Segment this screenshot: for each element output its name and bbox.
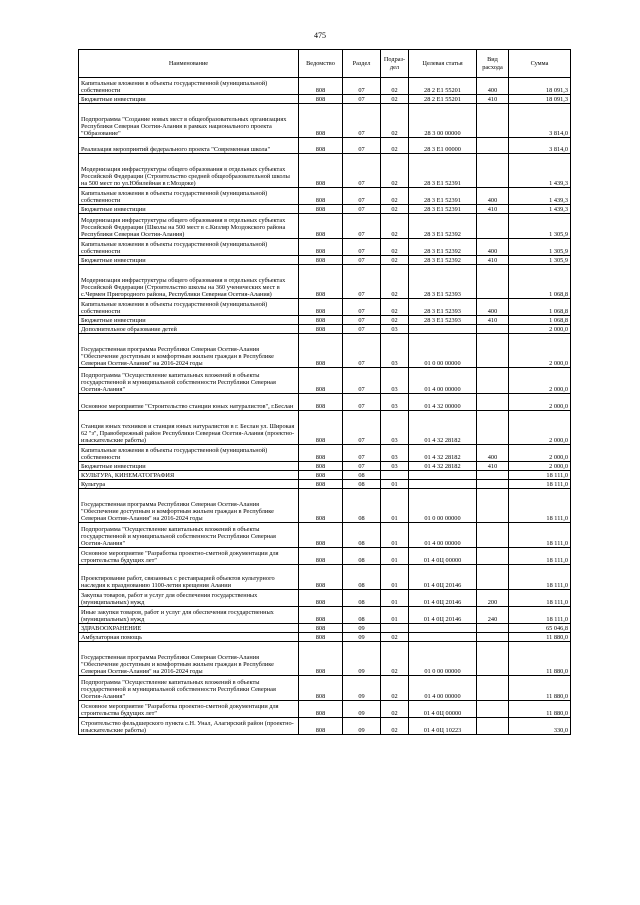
cell-amount: 18 111,0	[509, 523, 571, 548]
cell-target-article	[409, 633, 477, 642]
cell-expense-type	[477, 633, 509, 642]
cell-expense-type: 410	[477, 256, 509, 265]
cell-name: Бюджетные инвестиции	[79, 205, 299, 214]
cell-amount: 1 305,9	[509, 214, 571, 239]
cell-name: Подпрограмма "Осуществление капитальных вложений в объекты государственной и муниципальной собственности Республики Северная Осетия-Алания"	[79, 523, 299, 548]
cell-target-article: 01 4 0Ц 10223	[409, 718, 477, 735]
cell-target-article: 28 3 Е1 52393	[409, 265, 477, 299]
table-body	[79, 78, 571, 735]
cell-expense-type	[477, 624, 509, 633]
cell-subsection: 02	[381, 633, 409, 642]
table-row	[79, 265, 571, 299]
cell-target-article: 01 0 00 00000	[409, 334, 477, 368]
table-row	[79, 394, 571, 411]
cell-name: КУЛЬТУРА, КИНЕМАТОГРАФИЯ	[79, 471, 299, 480]
cell-name: Основное мероприятие "Строительство станции юных натуралистов", г.Беслан	[79, 394, 299, 411]
cell-expense-type	[477, 394, 509, 411]
cell-amount: 2 000,0	[509, 411, 571, 445]
cell-name: Подпрограмма "Создание новых мест в общеобразовательных организациях Республики Северная Осетия-Алания в рамках национального проекта "Образование"	[79, 104, 299, 138]
cell-amount: 18 111,0	[509, 607, 571, 624]
cell-name: Бюджетные инвестиции	[79, 316, 299, 325]
cell-department: 808	[299, 78, 343, 95]
cell-target-article: 01 4 32 28182	[409, 445, 477, 462]
cell-expense-type	[477, 265, 509, 299]
table-row	[79, 154, 571, 188]
cell-department: 808	[299, 701, 343, 718]
table-row	[79, 368, 571, 394]
cell-section: 07	[343, 239, 381, 256]
cell-expense-type: 410	[477, 316, 509, 325]
cell-expense-type	[477, 368, 509, 394]
cell-expense-type: 410	[477, 205, 509, 214]
cell-name: Реализация мероприятий федерального проекта "Современная школа"	[79, 138, 299, 154]
cell-expense-type	[477, 718, 509, 735]
cell-department: 808	[299, 138, 343, 154]
table-row	[79, 256, 571, 265]
cell-amount: 65 046,8	[509, 624, 571, 633]
cell-amount: 11 880,0	[509, 642, 571, 676]
cell-department: 808	[299, 489, 343, 523]
cell-section: 07	[343, 368, 381, 394]
cell-expense-type: 240	[477, 607, 509, 624]
cell-target-article: 28 3 Е1 52391	[409, 205, 477, 214]
cell-subsection: 01	[381, 590, 409, 607]
cell-target-article: 01 4 0Ц 00000	[409, 548, 477, 565]
cell-amount: 18 111,0	[509, 548, 571, 565]
cell-amount: 1 439,3	[509, 205, 571, 214]
cell-target-article: 28 2 Е1 55201	[409, 78, 477, 95]
table-row	[79, 95, 571, 104]
cell-department: 808	[299, 445, 343, 462]
cell-amount: 11 880,0	[509, 633, 571, 642]
cell-expense-type	[477, 548, 509, 565]
cell-section: 07	[343, 256, 381, 265]
cell-expense-type	[477, 104, 509, 138]
cell-section: 07	[343, 445, 381, 462]
cell-subsection	[381, 624, 409, 633]
cell-section: 09	[343, 676, 381, 701]
cell-amount: 18 111,0	[509, 480, 571, 489]
cell-target-article: 28 3 Е1 52392	[409, 256, 477, 265]
cell-department: 808	[299, 548, 343, 565]
cell-target-article: 01 0 00 00000	[409, 642, 477, 676]
cell-subsection: 02	[381, 256, 409, 265]
cell-subsection: 02	[381, 239, 409, 256]
cell-subsection: 02	[381, 138, 409, 154]
table-row	[79, 489, 571, 523]
cell-amount: 330,0	[509, 718, 571, 735]
cell-target-article: 01 4 32 28182	[409, 462, 477, 471]
cell-expense-type	[477, 480, 509, 489]
cell-expense-type: 400	[477, 299, 509, 316]
cell-amount: 2 000,0	[509, 462, 571, 471]
table-row	[79, 471, 571, 480]
cell-amount: 1 439,3	[509, 188, 571, 205]
cell-expense-type	[477, 489, 509, 523]
cell-amount: 11 880,0	[509, 701, 571, 718]
cell-department: 808	[299, 316, 343, 325]
cell-subsection: 01	[381, 548, 409, 565]
cell-section: 07	[343, 214, 381, 239]
cell-target-article: 28 3 Е1 52391	[409, 154, 477, 188]
cell-name: Подпрограмма "Осуществление капитальных вложений в объекты государственной и муниципальной собственности Республики Северная Осетия-Алания"	[79, 676, 299, 701]
cell-target-article: 28 3 Е1 00000	[409, 138, 477, 154]
cell-target-article	[409, 325, 477, 334]
table-row	[79, 239, 571, 256]
cell-subsection: 03	[381, 325, 409, 334]
table-row	[79, 445, 571, 462]
table-row	[79, 607, 571, 624]
cell-department: 808	[299, 188, 343, 205]
cell-section: 07	[343, 325, 381, 334]
cell-section: 07	[343, 462, 381, 471]
cell-expense-type	[477, 154, 509, 188]
cell-target-article: 28 3 Е1 52392	[409, 239, 477, 256]
table-row	[79, 411, 571, 445]
cell-department: 808	[299, 256, 343, 265]
cell-department: 808	[299, 239, 343, 256]
cell-target-article: 28 3 00 00000	[409, 104, 477, 138]
cell-name: ЗДРАВООХРАНЕНИЕ	[79, 624, 299, 633]
header-department: Ведомство	[299, 50, 343, 78]
cell-name: Амбулаторная помощь	[79, 633, 299, 642]
cell-target-article: 01 4 00 00000	[409, 523, 477, 548]
table-row	[79, 624, 571, 633]
table-row	[79, 325, 571, 334]
cell-name: Подпрограмма "Осуществление капитальных вложений в объекты государственной и муниципальной собственности Республики Северная Осетия-Алания"	[79, 368, 299, 394]
cell-expense-type	[477, 334, 509, 368]
cell-subsection: 02	[381, 104, 409, 138]
cell-name: Бюджетные инвестиции	[79, 462, 299, 471]
table-row	[79, 214, 571, 239]
cell-section: 07	[343, 265, 381, 299]
cell-subsection: 01	[381, 480, 409, 489]
cell-expense-type	[477, 642, 509, 676]
cell-department: 808	[299, 154, 343, 188]
cell-department: 808	[299, 624, 343, 633]
table-row	[79, 701, 571, 718]
cell-expense-type	[477, 138, 509, 154]
cell-subsection: 02	[381, 316, 409, 325]
cell-name: Проектирование работ, связанных с реставрацией объектов культурного наследия к празднованию 1100-летия крещения Алании	[79, 565, 299, 590]
cell-target-article: 01 4 0Ц 20146	[409, 565, 477, 590]
cell-name: Модернизация инфраструктуры общего образования в отдельных субъектах Российской Федерации (Строительство школы на 360 ученических мест в с.Чермен Пригородного района, Республики Северная Осетия-Алания)	[79, 265, 299, 299]
table-row	[79, 299, 571, 316]
cell-section: 08	[343, 471, 381, 480]
cell-target-article: 01 4 0Ц 20146	[409, 590, 477, 607]
cell-name: Модернизация инфраструктуры общего образования в отдельных субъектах Российской Федерации (Школы на 500 мест в с.Кизляр Моздокского района Республики Северная Осетия-Алания)	[79, 214, 299, 239]
cell-department: 808	[299, 607, 343, 624]
cell-subsection: 02	[381, 205, 409, 214]
cell-section: 08	[343, 590, 381, 607]
cell-amount: 3 814,0	[509, 104, 571, 138]
table-row	[79, 523, 571, 548]
cell-amount: 18 111,0	[509, 590, 571, 607]
cell-subsection: 02	[381, 78, 409, 95]
cell-section: 07	[343, 154, 381, 188]
cell-name: Станция юных техников и станция юных натуралистов в г. Беслан ул. Широкая 62 "з", Правобережный район Республики Северная Осетия-Алания (проектно-изыскательские работы)	[79, 411, 299, 445]
cell-expense-type	[477, 411, 509, 445]
cell-target-article: 28 3 Е1 52393	[409, 316, 477, 325]
cell-amount: 1 305,9	[509, 239, 571, 256]
table-row	[79, 633, 571, 642]
table-row	[79, 188, 571, 205]
cell-department: 808	[299, 480, 343, 489]
cell-name: Бюджетные инвестиции	[79, 95, 299, 104]
table-row	[79, 548, 571, 565]
cell-expense-type	[477, 523, 509, 548]
cell-name: Модернизация инфраструктуры общего образования в отдельных субъектах Российской Федерации (Строительство средней общеобразовательной школы на 500 мест по ул.Юбилейная в г.Моздоке)	[79, 154, 299, 188]
cell-name: Капитальные вложения в объекты государственной (муниципальной) собственности	[79, 299, 299, 316]
cell-subsection: 02	[381, 676, 409, 701]
cell-department: 808	[299, 411, 343, 445]
cell-target-article: 01 4 32 00000	[409, 394, 477, 411]
cell-target-article: 28 3 Е1 52392	[409, 214, 477, 239]
cell-expense-type: 410	[477, 95, 509, 104]
cell-amount: 1 068,8	[509, 299, 571, 316]
cell-expense-type	[477, 471, 509, 480]
cell-department: 808	[299, 523, 343, 548]
cell-name: Государственная программа Республики Северная Осетия-Алания "Обеспечение доступным и комфортным жильем граждан в Республике Северная Осетия-Алания" на 2016-2024 годы	[79, 334, 299, 368]
table-header-row	[79, 50, 571, 78]
cell-target-article	[409, 471, 477, 480]
cell-department: 808	[299, 676, 343, 701]
cell-subsection: 02	[381, 188, 409, 205]
cell-name: Государственная программа Республики Северная Осетия-Алания "Обеспечение доступным и комфортным жильем граждан в Республике Северная Осетия-Алания" на 2016-2024 годы	[79, 642, 299, 676]
cell-section: 08	[343, 548, 381, 565]
cell-expense-type: 400	[477, 188, 509, 205]
cell-amount: 1 305,9	[509, 256, 571, 265]
cell-expense-type	[477, 676, 509, 701]
cell-name: Капитальные вложения в объекты государственной (муниципальной) собственности	[79, 239, 299, 256]
cell-name: Культура	[79, 480, 299, 489]
cell-department: 808	[299, 633, 343, 642]
header-section: Раздел	[343, 50, 381, 78]
cell-section: 07	[343, 104, 381, 138]
cell-subsection: 02	[381, 214, 409, 239]
table-row	[79, 462, 571, 471]
cell-target-article: 01 0 00 00000	[409, 489, 477, 523]
cell-section: 09	[343, 718, 381, 735]
cell-expense-type	[477, 325, 509, 334]
cell-section: 09	[343, 642, 381, 676]
cell-subsection: 02	[381, 299, 409, 316]
table-row	[79, 642, 571, 676]
budget-table	[78, 49, 571, 735]
cell-amount: 2 000,0	[509, 368, 571, 394]
cell-name: Иные закупки товаров, работ и услуг для обеспечения государственных (муниципальных) нужд	[79, 607, 299, 624]
cell-section: 07	[343, 334, 381, 368]
table-row	[79, 565, 571, 590]
cell-amount: 1 439,3	[509, 154, 571, 188]
table-row	[79, 718, 571, 735]
cell-name: Закупка товаров, работ и услуг для обеспечения государственных (муниципальных) нужд	[79, 590, 299, 607]
cell-department: 808	[299, 299, 343, 316]
cell-subsection: 03	[381, 334, 409, 368]
cell-target-article: 01 4 0Ц 00000	[409, 701, 477, 718]
cell-subsection: 03	[381, 368, 409, 394]
cell-amount: 18 111,0	[509, 489, 571, 523]
cell-department: 808	[299, 565, 343, 590]
page-number: 475	[314, 31, 326, 40]
header-target-article: Целевая статья	[409, 50, 477, 78]
cell-amount: 18 091,3	[509, 95, 571, 104]
cell-target-article: 01 4 00 00000	[409, 676, 477, 701]
cell-department: 808	[299, 718, 343, 735]
cell-section: 08	[343, 565, 381, 590]
cell-amount: 3 814,0	[509, 138, 571, 154]
table-row	[79, 316, 571, 325]
cell-expense-type: 400	[477, 78, 509, 95]
cell-name: Государственная программа Республики Северная Осетия-Алания "Обеспечение доступным и комфортным жильем граждан в Республике Северная Осетия-Алания" на 2016-2024 годы	[79, 489, 299, 523]
cell-section: 08	[343, 489, 381, 523]
table-row	[79, 78, 571, 95]
cell-section: 07	[343, 95, 381, 104]
cell-subsection: 02	[381, 154, 409, 188]
cell-expense-type: 400	[477, 445, 509, 462]
cell-department: 808	[299, 590, 343, 607]
table-row	[79, 480, 571, 489]
cell-department: 808	[299, 325, 343, 334]
cell-section: 08	[343, 607, 381, 624]
cell-target-article: 01 4 00 00000	[409, 368, 477, 394]
cell-amount: 18 111,0	[509, 565, 571, 590]
table-row	[79, 138, 571, 154]
cell-expense-type	[477, 565, 509, 590]
cell-expense-type: 400	[477, 239, 509, 256]
cell-section: 07	[343, 188, 381, 205]
cell-target-article: 28 2 Е1 55201	[409, 95, 477, 104]
cell-subsection: 01	[381, 489, 409, 523]
cell-name: Основное мероприятие "Разработка проектно-сметной документации для строительства будущих лет"	[79, 548, 299, 565]
cell-name: Основное мероприятие "Разработка проектно-сметной документации для строительства будущих лет"	[79, 701, 299, 718]
cell-name: Бюджетные инвестиции	[79, 256, 299, 265]
cell-section: 09	[343, 624, 381, 633]
cell-section: 08	[343, 480, 381, 489]
cell-section: 09	[343, 701, 381, 718]
cell-amount: 11 880,0	[509, 676, 571, 701]
cell-section: 07	[343, 205, 381, 214]
header-subsection: Подраз-дел	[381, 50, 409, 78]
cell-target-article: 28 3 Е1 52393	[409, 299, 477, 316]
cell-department: 808	[299, 205, 343, 214]
cell-subsection: 03	[381, 462, 409, 471]
cell-amount: 2 000,0	[509, 445, 571, 462]
table-row	[79, 104, 571, 138]
cell-department: 808	[299, 394, 343, 411]
cell-name: Капитальные вложения в объекты государственной (муниципальной) собственности	[79, 445, 299, 462]
cell-name: Капитальные вложения в объекты государственной (муниципальной) собственности	[79, 188, 299, 205]
cell-section: 07	[343, 411, 381, 445]
cell-department: 808	[299, 104, 343, 138]
cell-target-article: 28 3 Е1 52391	[409, 188, 477, 205]
cell-section: 07	[343, 78, 381, 95]
cell-subsection: 02	[381, 95, 409, 104]
table-row	[79, 205, 571, 214]
cell-subsection: 03	[381, 411, 409, 445]
cell-expense-type: 410	[477, 462, 509, 471]
cell-department: 808	[299, 368, 343, 394]
header-name: Наименование	[79, 50, 299, 78]
cell-amount: 18 111,0	[509, 471, 571, 480]
cell-name: Дополнительное образование детей	[79, 325, 299, 334]
cell-name: Капитальные вложения в объекты государственной (муниципальной) собственности	[79, 78, 299, 95]
cell-target-article	[409, 480, 477, 489]
cell-subsection: 02	[381, 265, 409, 299]
cell-department: 808	[299, 214, 343, 239]
cell-subsection: 01	[381, 565, 409, 590]
cell-expense-type: 200	[477, 590, 509, 607]
cell-section: 07	[343, 394, 381, 411]
cell-subsection: 02	[381, 701, 409, 718]
header-amount: Сумма	[509, 50, 571, 78]
cell-subsection: 02	[381, 642, 409, 676]
cell-amount: 2 000,0	[509, 325, 571, 334]
table-row	[79, 590, 571, 607]
cell-subsection: 01	[381, 607, 409, 624]
cell-department: 808	[299, 265, 343, 299]
cell-amount: 2 000,0	[509, 394, 571, 411]
cell-department: 808	[299, 462, 343, 471]
cell-department: 808	[299, 334, 343, 368]
cell-subsection: 01	[381, 523, 409, 548]
cell-department: 808	[299, 471, 343, 480]
cell-subsection: 03	[381, 445, 409, 462]
cell-target-article	[409, 624, 477, 633]
cell-department: 808	[299, 95, 343, 104]
cell-subsection: 03	[381, 394, 409, 411]
header-expense-type: Вид расхода	[477, 50, 509, 78]
cell-subsection	[381, 471, 409, 480]
cell-target-article: 01 4 0Ц 20146	[409, 607, 477, 624]
cell-section: 09	[343, 633, 381, 642]
cell-target-article: 01 4 32 28182	[409, 411, 477, 445]
cell-amount: 1 068,8	[509, 316, 571, 325]
cell-name: Строительство фельдшерского пункта с.Н. Унал, Алагирский район (проектно-изыскательские работы)	[79, 718, 299, 735]
table-row	[79, 676, 571, 701]
cell-amount: 2 000,0	[509, 334, 571, 368]
cell-subsection: 02	[381, 718, 409, 735]
cell-department: 808	[299, 642, 343, 676]
table-row	[79, 334, 571, 368]
cell-amount: 1 068,8	[509, 265, 571, 299]
cell-expense-type	[477, 701, 509, 718]
cell-section: 07	[343, 316, 381, 325]
cell-amount: 18 091,3	[509, 78, 571, 95]
cell-section: 08	[343, 523, 381, 548]
cell-section: 07	[343, 138, 381, 154]
cell-expense-type	[477, 214, 509, 239]
cell-section: 07	[343, 299, 381, 316]
